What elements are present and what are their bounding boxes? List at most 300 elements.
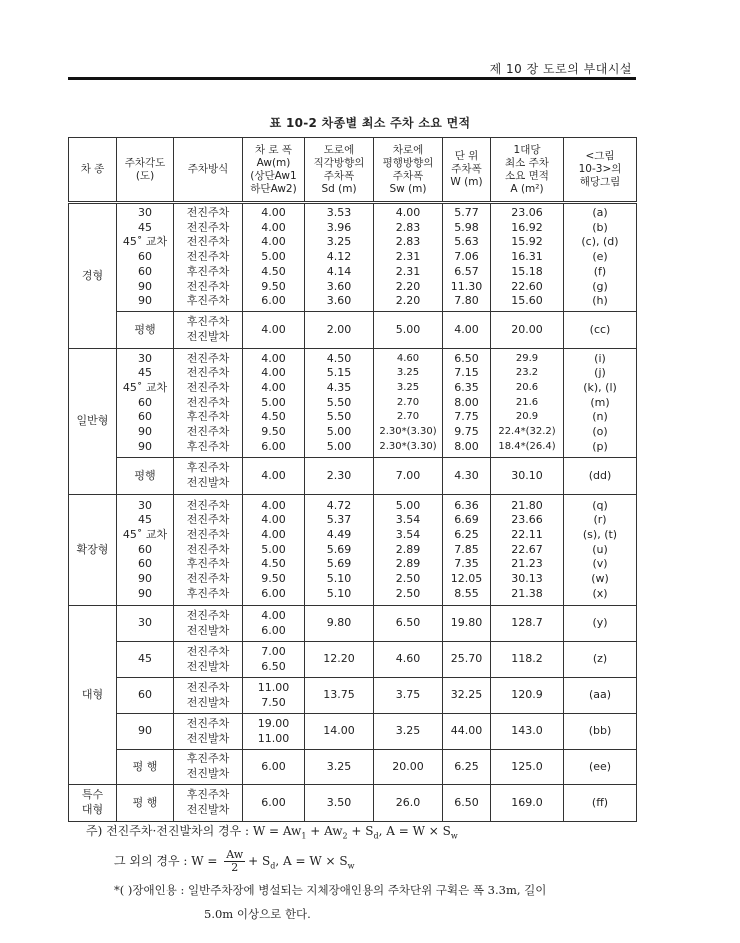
cell-line: 4.00 <box>261 206 286 220</box>
method-cell <box>174 785 243 822</box>
note-1-text-d: , A = W × S <box>378 824 451 838</box>
cell-line: 후진주차 <box>186 315 230 329</box>
cell-line: 3.60 <box>326 294 352 308</box>
figure-cell <box>564 785 637 822</box>
cell-line: (w) <box>591 572 609 586</box>
cell-line: 60 <box>138 395 152 409</box>
w-cell <box>443 312 491 349</box>
figure-cell <box>564 750 637 785</box>
cell-line: Sw (m) <box>389 182 427 195</box>
area-cell <box>491 714 564 750</box>
aw-cell <box>243 458 305 495</box>
cell-line: 후진주차 <box>186 752 230 766</box>
cell-line: 평행방향의 <box>382 156 434 169</box>
cell-line: 후진주차 <box>186 264 230 278</box>
cell-line: 4.50 <box>326 351 352 365</box>
sw-cell <box>374 312 443 349</box>
table-row <box>69 458 637 495</box>
cell-line: 4.72 <box>326 498 352 512</box>
cell-line: 7.35 <box>454 557 479 571</box>
cell-line: 22.4*(32.2) <box>498 426 556 438</box>
aw-cell <box>243 750 305 785</box>
cell-line: 후진주차 <box>186 788 230 802</box>
method-cell <box>174 714 243 750</box>
cell-line: 전진주차 <box>186 279 230 293</box>
cell-line: 해당그림 <box>579 176 621 188</box>
cell-line: 9.50 <box>261 425 286 439</box>
area-cell <box>491 785 564 822</box>
cell-line: 7.00 <box>261 644 286 658</box>
vehicle-type-cell <box>69 606 117 785</box>
cell-line: 전진주차 <box>186 235 230 249</box>
cell-line: 최소 주차 <box>505 156 549 169</box>
method-cell <box>174 642 243 678</box>
aw-cell <box>243 203 305 312</box>
cell-line: 4.00 <box>261 235 286 249</box>
cell-line: 전진주차 <box>186 425 230 439</box>
cell-line: 30 <box>138 498 152 512</box>
table-row <box>69 495 637 606</box>
cell-line: (x) <box>592 586 608 600</box>
cell-line: (aa) <box>588 688 612 702</box>
cell-line: 5.63 <box>454 235 479 249</box>
cell-line: 118.2 <box>511 652 543 666</box>
note-1-text-b: + Aw <box>306 824 343 838</box>
cell-line: 4.60 <box>395 652 421 666</box>
table-row <box>69 642 637 678</box>
cell-line: 25.70 <box>450 652 483 666</box>
cell-line: 2.83 <box>395 220 421 234</box>
cell-line: 90 <box>138 294 152 308</box>
sd-cell <box>305 678 374 714</box>
cell-line: 4.50 <box>261 557 286 571</box>
cell-line: (j) <box>594 366 606 380</box>
note-2-sub-w: w <box>347 861 355 871</box>
cell-line: 21.6 <box>515 396 539 408</box>
table-row <box>69 312 637 349</box>
figure-cell <box>564 714 637 750</box>
area-cell <box>491 678 564 714</box>
table-row <box>69 785 637 822</box>
cell-line: 3.25 <box>326 235 352 249</box>
cell-line: 4.50 <box>261 410 286 424</box>
cell-line: 15.92 <box>511 235 543 249</box>
cell-line: 특수 <box>81 788 104 802</box>
sw-cell <box>374 349 443 458</box>
w-cell <box>443 642 491 678</box>
cell-line: 4.00 <box>261 351 286 365</box>
cell-line: 7.06 <box>454 250 479 264</box>
cell-line: 30 <box>138 616 152 630</box>
cell-line: 19.00 <box>257 716 290 730</box>
cell-line: 15.18 <box>511 264 543 278</box>
cell-line: (s), (t) <box>582 527 618 541</box>
note-1-sub-d: d <box>373 831 379 841</box>
aw-cell <box>243 642 305 678</box>
cell-line: 90 <box>138 572 152 586</box>
angle-cell <box>117 458 174 495</box>
cell-line: 차로에 <box>392 143 424 156</box>
cell-line: (dd) <box>588 468 612 482</box>
method-cell <box>174 606 243 642</box>
cell-line: 5.10 <box>326 572 352 586</box>
cell-line: Sd (m) <box>321 182 357 195</box>
cell-line: 18.4*(26.4) <box>498 440 556 452</box>
method-cell <box>174 349 243 458</box>
figure-cell <box>564 678 637 714</box>
cell-line: 전진주차 <box>186 250 230 264</box>
cell-line: 전진주차 <box>186 380 230 394</box>
cell-line: 4.00 <box>261 220 286 234</box>
w-cell <box>443 678 491 714</box>
cell-line: 주차폭 <box>392 169 424 182</box>
cell-line: 주차폭 <box>323 169 355 182</box>
cell-line: 전진주차 <box>186 680 230 694</box>
w-cell <box>443 349 491 458</box>
area-cell <box>491 203 564 312</box>
cell-line: 23.66 <box>511 513 543 527</box>
area-cell <box>491 495 564 606</box>
cell-line: 9.50 <box>261 572 286 586</box>
sd-cell <box>305 750 374 785</box>
cell-line: 전진주차 <box>186 608 230 622</box>
cell-line: 45˚ 교차 <box>122 527 168 541</box>
w-cell <box>443 606 491 642</box>
cell-line: 3.25 <box>326 759 352 773</box>
cell-line: 후진주차 <box>186 410 230 424</box>
cell-line: 단 위 <box>454 150 479 162</box>
cell-line: 45 <box>138 652 152 666</box>
cell-line: 4.00 <box>261 380 286 394</box>
cell-line: 60 <box>138 410 152 424</box>
cell-line: 20.00 <box>511 322 543 336</box>
cell-line: 2.00 <box>326 322 352 336</box>
cell-line: (u) <box>592 542 608 556</box>
cell-line: 6.00 <box>261 439 286 453</box>
area-cell <box>491 349 564 458</box>
cell-line: 60 <box>138 264 152 278</box>
note-3-line-2: 5.0m 이상으로 한다. <box>204 907 311 921</box>
table-row <box>69 203 637 312</box>
cell-line: 3.25 <box>395 724 421 738</box>
method-cell <box>174 495 243 606</box>
cell-line: 2.31 <box>395 250 421 264</box>
area-cell <box>491 606 564 642</box>
cell-line: 전진주차 <box>186 513 230 527</box>
cell-line: 대형 <box>81 687 104 701</box>
chapter-title: 제 10 장 도로의 부대시설 <box>489 62 632 76</box>
cell-line: 21.80 <box>511 498 543 512</box>
sd-cell <box>305 642 374 678</box>
cell-line: (i) <box>594 351 606 365</box>
col-header-sd <box>305 138 374 203</box>
cell-line: (e) <box>592 250 608 264</box>
note-2-text-a: 그 외의 경우 : W = <box>114 854 222 868</box>
area-cell <box>491 312 564 349</box>
cell-line: 30 <box>138 206 152 220</box>
parking-area-table <box>68 137 637 822</box>
cell-line: 30 <box>138 351 152 365</box>
cell-line: 1대당 <box>513 143 541 156</box>
cell-line: 소요 면적 <box>505 169 549 182</box>
angle-cell <box>117 495 174 606</box>
cell-line: 23.2 <box>515 367 539 379</box>
cell-line: 전진주차 <box>186 527 230 541</box>
note-3-line-1: *( )장애인용 : 일반주차장에 병설되는 지체장애인용의 주차단위 구획은 폭 3.3m, 길이 <box>114 883 547 897</box>
cell-line: 후진주차 <box>186 586 230 600</box>
cell-line: 90 <box>138 439 152 453</box>
cell-line: (v) <box>592 557 608 571</box>
cell-line: (g) <box>592 279 608 293</box>
cell-line: 3.75 <box>395 688 421 702</box>
w-cell <box>443 495 491 606</box>
cell-line: (k), (l) <box>583 380 617 394</box>
cell-line: (도) <box>135 169 155 182</box>
fraction-denominator: 2 <box>231 861 239 874</box>
cell-line: 전진발차 <box>186 803 230 816</box>
cell-line: 2.20 <box>395 279 421 293</box>
cell-line: 3.54 <box>395 527 421 541</box>
cell-line: 후진주차 <box>186 439 230 453</box>
cell-line: 6.00 <box>261 759 286 773</box>
cell-line: 대형 <box>81 803 104 816</box>
note-1-sub-1: 1 <box>301 831 307 841</box>
cell-line: <그림 <box>585 150 615 162</box>
cell-line: 전진발차 <box>186 330 230 343</box>
cell-line: 90 <box>138 279 152 293</box>
table-row <box>69 750 637 785</box>
cell-line: (p) <box>592 439 608 453</box>
cell-line: 15.60 <box>511 294 543 308</box>
cell-line: 2.30*(3.30) <box>379 426 437 438</box>
figure-cell <box>564 606 637 642</box>
cell-line: 5.50 <box>326 410 352 424</box>
sd-cell <box>305 312 374 349</box>
cell-line: 전진발차 <box>186 623 230 637</box>
cell-line: 11.00 <box>257 731 290 745</box>
cell-line: 2.70 <box>396 411 420 423</box>
sd-cell <box>305 203 374 312</box>
cell-line: 8.00 <box>454 395 479 409</box>
cell-line: 5.15 <box>326 366 352 380</box>
cell-line: 전진주차 <box>186 366 230 380</box>
cell-line: 2.50 <box>395 586 421 600</box>
cell-line: 평행 <box>134 322 156 336</box>
aw-cell <box>243 785 305 822</box>
cell-line: 6.25 <box>454 527 479 541</box>
cell-line: 6.36 <box>454 498 479 512</box>
cell-line: 주차방식 <box>187 163 229 175</box>
angle-cell <box>117 750 174 785</box>
sw-cell <box>374 785 443 822</box>
aw-cell <box>243 714 305 750</box>
w-cell <box>443 458 491 495</box>
angle-cell <box>117 349 174 458</box>
cell-line: 5.00 <box>395 322 421 336</box>
cell-line: 평행 <box>134 468 156 482</box>
sw-cell <box>374 678 443 714</box>
cell-line: 9.75 <box>454 425 479 439</box>
sw-cell <box>374 714 443 750</box>
vehicle-type-cell <box>69 495 117 606</box>
vehicle-type-cell <box>69 203 117 349</box>
cell-line: 143.0 <box>511 724 543 738</box>
cell-line: 128.7 <box>511 616 543 630</box>
cell-line: 평 행 <box>132 795 158 809</box>
aw-cell <box>243 349 305 458</box>
cell-line: 7.75 <box>454 410 479 424</box>
cell-line: 19.80 <box>450 616 483 630</box>
cell-line: 전진발차 <box>186 476 230 489</box>
sw-cell <box>374 458 443 495</box>
cell-line: 5.98 <box>454 220 479 234</box>
sd-cell <box>305 495 374 606</box>
sd-cell <box>305 458 374 495</box>
cell-line: (bb) <box>588 724 612 738</box>
cell-line: 5.37 <box>326 513 352 527</box>
angle-cell <box>117 606 174 642</box>
cell-line: 13.75 <box>323 688 355 702</box>
cell-line: 5.69 <box>326 557 352 571</box>
cell-line: 11.00 <box>257 680 290 694</box>
angle-cell <box>117 714 174 750</box>
cell-line: 4.00 <box>261 513 286 527</box>
method-cell <box>174 203 243 312</box>
cell-line: 5.00 <box>395 498 421 512</box>
cell-line: 20.9 <box>515 411 539 423</box>
cell-line: 12.20 <box>323 652 355 666</box>
sd-cell <box>305 714 374 750</box>
table-header-row <box>69 138 637 203</box>
cell-line: 6.00 <box>261 795 286 809</box>
aw-cell <box>243 606 305 642</box>
figure-cell <box>564 642 637 678</box>
w-cell <box>443 203 491 312</box>
cell-line: 8.00 <box>454 439 479 453</box>
cell-line: 90 <box>138 425 152 439</box>
note-1-text-a: 주) 전진주차·전진발차의 경우 : W = Aw <box>86 824 302 838</box>
cell-line: 5.77 <box>454 206 479 220</box>
angle-cell <box>117 678 174 714</box>
cell-line: 60 <box>138 557 152 571</box>
cell-line: 3.54 <box>395 513 421 527</box>
col-header-angle <box>117 138 174 203</box>
cell-line: 5.00 <box>261 395 286 409</box>
cell-line: 4.35 <box>326 380 352 394</box>
sd-cell <box>305 785 374 822</box>
col-header-min-area <box>491 138 564 203</box>
cell-line: 후진주차 <box>186 461 230 475</box>
cell-line: (o) <box>592 425 608 439</box>
cell-line: 전진발차 <box>186 659 230 673</box>
cell-line: 차 로 폭 <box>254 143 293 156</box>
cell-line: 2.50 <box>395 572 421 586</box>
cell-line: (cc) <box>589 322 611 336</box>
cell-line: 7.85 <box>454 542 479 556</box>
table-row <box>69 714 637 750</box>
cell-line: 125.0 <box>511 759 543 773</box>
cell-line: 8.55 <box>454 586 479 600</box>
angle-cell <box>117 203 174 312</box>
cell-line: (a) <box>592 206 608 220</box>
col-header-sw <box>374 138 443 203</box>
table-row <box>69 606 637 642</box>
note-1-sub-w: w <box>450 831 458 841</box>
cell-line: 2.31 <box>395 264 421 278</box>
cell-line: 4.49 <box>326 527 352 541</box>
cell-line: 전진주차 <box>186 395 230 409</box>
cell-line: (c), (d) <box>581 235 619 249</box>
note-1-text-c: + S <box>347 824 374 838</box>
cell-line: 120.9 <box>511 688 543 702</box>
cell-line: 4.00 <box>261 527 286 541</box>
aw-cell <box>243 678 305 714</box>
cell-line: 4.00 <box>261 498 286 512</box>
cell-line: 2.89 <box>395 542 421 556</box>
aw-cell <box>243 312 305 349</box>
sw-cell <box>374 750 443 785</box>
cell-line: 일반형 <box>76 414 109 428</box>
page-header <box>68 58 636 80</box>
cell-line: 후진주차 <box>186 294 230 308</box>
cell-line: 4.00 <box>261 366 286 380</box>
cell-line: 6.00 <box>261 586 286 600</box>
sw-cell <box>374 203 443 312</box>
cell-line: (ff) <box>591 795 609 809</box>
cell-line: 경형 <box>81 268 104 282</box>
cell-line: 7.80 <box>454 294 479 308</box>
cell-line: (f) <box>593 264 607 278</box>
cell-line: 11.30 <box>450 279 483 293</box>
cell-line: 6.25 <box>454 759 479 773</box>
cell-line: 4.50 <box>261 264 286 278</box>
col-header-vehicle-type <box>69 138 117 203</box>
cell-line: 10-3>의 <box>578 163 622 175</box>
cell-line: 2.20 <box>395 294 421 308</box>
cell-line: 6.50 <box>261 659 286 673</box>
w-cell <box>443 785 491 822</box>
method-cell <box>174 750 243 785</box>
cell-line: 전진발차 <box>186 767 230 780</box>
cell-line: 전진주차 <box>186 498 230 512</box>
cell-line: 6.50 <box>454 351 479 365</box>
cell-line: 45 <box>138 513 152 527</box>
cell-line: 4.30 <box>454 468 479 482</box>
cell-line: 5.00 <box>261 250 286 264</box>
cell-line: 전진주차 <box>186 206 230 220</box>
cell-line: 차 종 <box>80 163 105 175</box>
aw-cell <box>243 495 305 606</box>
cell-line: 직각방향의 <box>313 156 365 169</box>
table-caption: 표 10-2 차종별 최소 주차 소요 면적 <box>269 116 471 130</box>
cell-line: 4.00 <box>454 322 479 336</box>
cell-line: 22.11 <box>511 527 543 541</box>
cell-line: 2.30 <box>326 468 352 482</box>
cell-line: 전진주차 <box>186 542 230 556</box>
cell-line: 6.50 <box>454 795 479 809</box>
cell-line: 2.89 <box>395 557 421 571</box>
cell-line: 21.38 <box>511 586 543 600</box>
cell-line: 전진주차 <box>186 220 230 234</box>
figure-cell <box>564 349 637 458</box>
cell-line: 4.12 <box>326 250 352 264</box>
cell-line: 4.00 <box>261 322 286 336</box>
cell-line: 4.00 <box>261 468 286 482</box>
cell-line: 전진주차 <box>186 716 230 730</box>
cell-line: 26.0 <box>395 795 421 809</box>
cell-line: 2.70 <box>396 396 420 408</box>
figure-cell <box>564 495 637 606</box>
